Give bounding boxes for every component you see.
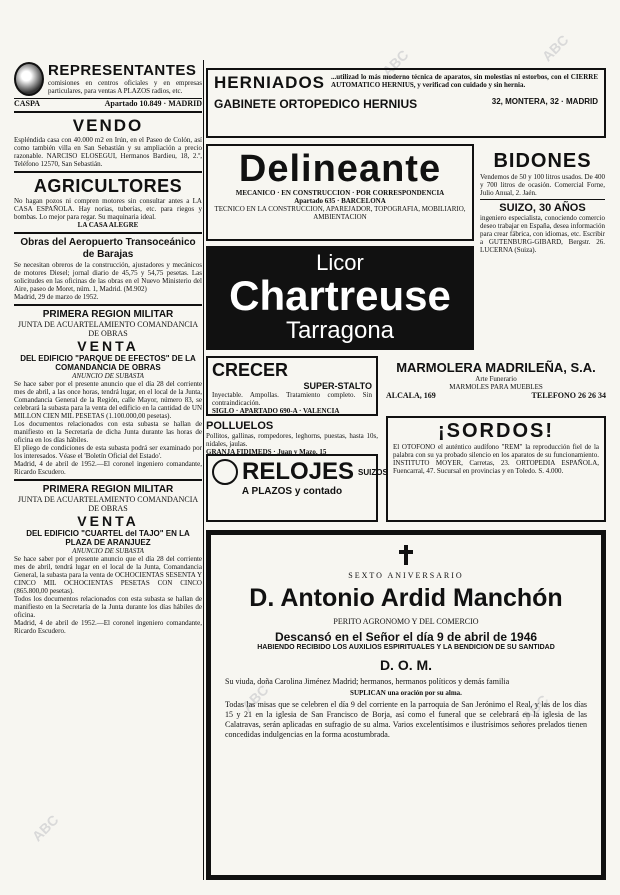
herniados-title: HERNIADOS — [214, 73, 326, 92]
herniados-address: 32, MONTERA, 32 · MADRID — [491, 97, 598, 106]
suizo-text: ingeniero especialista, conociendo comercio deseo trabajar en España, desea información para crear fábrica, con idiomas, etc. Escribir a GUTENBURG-GIBARD, Bergstr. 26. LUCERNA (Suiza). — [480, 214, 605, 254]
vendo-text: Espléndida casa con 40.000 m2 en Irún, en el Paseo de Colón, así como también villa en San Sebastián y su ampliación a precio razonable. NARCISO ELOSEGUI, Hermanos Bardieu, 18, 2.º, Teléfono 12570, San Sebastián. — [14, 136, 202, 168]
chartreuse-licor: Licor — [316, 250, 364, 275]
marmoleria-ad — [386, 360, 606, 400]
representantes-ad — [14, 62, 202, 108]
crecer-brand: SUPER-STALTO — [303, 381, 372, 391]
crecer-text: Inyectable. Ampollas. Tratamiento completo. Sin contraindicación. — [212, 391, 372, 407]
marmoleria-address: ALCALA, 169 — [386, 391, 436, 400]
gabinete-title: GABINETE ORTOPEDICO HERNIUS — [214, 97, 418, 111]
representantes-contact: Apartado 10.849 · MADRID — [104, 99, 202, 108]
aeropuerto-text: Se necesitan obreros de la construcción, ajustadores y mecánicos de motores Diesel; jornal diario de 45,75 y 54,75 pesetas. Las solicitudes en las oficinas de las obras en el Nuevo Ministerio del Aire, paseo de Moret, núm. 1, Madrid. (M.902) — [14, 261, 202, 293]
pollueios-granja: GRANJA FIDIMEDS · Juan y Mazo, 15 — [206, 448, 327, 456]
vendo-title: VENDO — [72, 116, 144, 135]
bidones-text: Vendemos de 50 y 100 litros usados. De 400 y 700 litros de ocasión. Comercial Forne, Julio Anual, 2. Jaén. — [480, 173, 605, 197]
cross-icon — [399, 545, 413, 565]
pollueios-ad — [206, 420, 378, 456]
chartreuse-name: Chartreuse — [229, 272, 451, 319]
relojes-title: RELOJES — [242, 458, 355, 485]
region-title: PRIMERA REGION MILITAR — [42, 309, 174, 320]
agricultores-ad — [14, 176, 202, 229]
pollueios-title: POLLUELOS — [206, 420, 274, 432]
marmoleria-phone: TELEFONO 26 26 34 — [531, 391, 606, 400]
region-subtitle: JUNTA DE ACUARTELAMIENTO COMANDANCIA DE OBRAS — [17, 320, 199, 338]
delineante-title: Delineante — [238, 148, 442, 190]
watermark: ABC — [518, 691, 552, 725]
vendo-ad — [14, 116, 202, 168]
watermark: ABC — [28, 811, 62, 845]
delineante-text: TECNICO EN LA CONSTRUCCION, APAREJADOR, TOPOGRAFIA, MOBILIARIO, AMBIENTACION — [214, 205, 466, 221]
region-date: Madrid, 4 de abril de 1952.—El coronel ingeniero comandante, Ricardo Escudero. — [14, 460, 202, 476]
region-military-ad-1 — [14, 309, 202, 476]
suizo-title: SUIZO, 30 AÑOS — [499, 202, 586, 214]
edificio-title: DEL EDIFICIO "PARQUE DE EFECTOS" DE LA COMANDANCIA DE OBRAS — [20, 354, 196, 372]
aeropuerto-date: Madrid, 29 de marzo de 1952. — [14, 293, 99, 301]
sordos-title: ¡SORDOS! — [438, 420, 554, 442]
sordos-ad — [386, 416, 606, 522]
watermark: ABC — [538, 31, 572, 65]
watch-icon — [212, 459, 238, 485]
crecer-title: CRECER — [212, 360, 289, 380]
obituary-text: Todas las misas que se celebren el día 9 del corriente en la parroquia de San Jerónimo el Real, y las de los días 15 y 21 en la iglesia de San Francisco de Borja, así como el funeral que se celebrará en la iglesia de las Calatravas, serán aplicadas en sufragio de su alma. Varios excelentísimos e ilustrísimos señores prelados tienen concedidas indulgencias en la forma acostumbrada. — [225, 700, 587, 739]
obituary-anniversary: SEXTO ANIVERSARIO — [348, 571, 464, 580]
region-text: Se hace saber por el presente anuncio que el día 28 del corriente mes de abril, tendrá lugar en el local de la Junta, Comandancia General, la subasta para la venta de OCHOCIENTAS SESENTA Y CINCO MIL OCHOCIENTAS PESETAS CON CINCO (865.800,00 pesetas). — [14, 555, 202, 595]
region-military-ad-2 — [14, 484, 202, 635]
relojes-ad — [206, 454, 388, 522]
region-subtitle: JUNTA DE ACUARTELAMIENTO COMANDANCIA DE OBRAS — [17, 495, 199, 513]
aeropuerto-title: Obras del Aeropuerto Transoceánico de Barajas — [20, 237, 196, 260]
aeropuerto-ad — [14, 237, 202, 301]
relojes-sub: A PLAZOS y contado — [241, 486, 343, 497]
region-text-3: El pliego de condiciones de esta subasta podrá ser examinado por los interesados. Véase el 'Boletín Oficial del Estado'. — [14, 444, 202, 460]
marmoleria-title: MARMOLERA MADRILEÑA, S.A. — [396, 360, 596, 375]
region-text: Se hace saber por el presente anuncio que el día 28 del corriente mes de abril, a las once horas, tendrá lugar, en el local de la Junta, Comandancia General de la Región, calle Mayor, número 83, se celebrará la subasta para la venta del edificio en la cantidad de UN MILLON CIEN MIL PESETAS (1.100.000,00 pesetas). — [14, 380, 202, 420]
crecer-address: SIGLO · APARTADO 690-A · VALENCIA — [212, 407, 340, 415]
representantes-title: REPRESENTANTES — [48, 62, 197, 79]
caspa-label: CASPA — [14, 99, 41, 108]
herniados-ad — [206, 68, 606, 138]
venta-title: VENTA — [77, 513, 139, 529]
agricultores-company: LA CASA ALEGRE — [77, 221, 139, 229]
watermark: ABC — [378, 46, 412, 80]
obituary-dom: D. O. M. — [379, 657, 433, 673]
marmoleria-sub: Arte Funerario — [475, 375, 517, 383]
anuncio-label: ANUNCIO DE SUBASTA — [72, 547, 144, 555]
herniados-text: ...utilizad lo más moderno técnica de aparatos, sin molestias ni estorbos, con el CIERRE AUTOMATICO HERNIUS, y verificad con cuidado y sin hernia. — [331, 73, 598, 89]
chartreuse-ad — [206, 246, 474, 350]
column-divider — [203, 60, 204, 880]
chartreuse-city: Tarragona — [285, 317, 395, 344]
sordos-text: El OTOFONO el auténtico audífono "REM" la reproducción fiel de la palabra con su ya probado silencio en los aparatos de su funcionamiento. INSTITUTO MOYER, Carretas, 23. ORTOPEDIA ESPAÑOLA, Fuencarral, 47. Sucursal en provincias y en Toledo. S. 4.000. — [393, 443, 599, 475]
venta-title: VENTA — [77, 338, 139, 354]
delineante-apartado: Apartado 635 · BARCELONA — [294, 197, 386, 205]
agricultores-title: AGRICULTORES — [33, 176, 183, 196]
agricultores-text: No hagan pozos ni compren motores sin consultar antes a LA CASA ESPAÑOLA. Hay norias, tuberías, etc. para riegos y bombas. Lo mejor para regar. Su maquinaria ideal. — [14, 197, 202, 221]
delineante-sub: MECANICO · EN CONSTRUCCION · POR CORRESPONDENCIA — [235, 189, 445, 197]
anuncio-label: ANUNCIO DE SUBASTA — [72, 372, 144, 380]
marmoleria-line: MARMOLES PARA MUEBLES — [449, 383, 543, 391]
obituary-suplican: SUPLICAN una oración por su alma. — [350, 689, 462, 697]
region-date: Madrid, 4 de abril de 1952.—El coronel ingeniero comandante, Ricardo Escudero. — [14, 619, 202, 635]
relojes-brand: SUIZOS — [358, 467, 388, 477]
region-text-2: Todos los documentos relacionados con esta subasta se hallan de manifiesto en la Secretaría de la Junta durante los días hábiles de oficina. — [14, 595, 202, 619]
edificio-title: DEL EDIFICIO "CUARTEL del TAJO" EN LA PLAZA DE ARANJUEZ — [26, 529, 190, 547]
watermark: ABC — [238, 681, 272, 715]
representantes-text: comisiones en centros oficiales y en empresas particulares, para ventas A PLAZOS radios, etc. — [48, 79, 202, 95]
obituary-profession: PERITO AGRONOMO Y DEL COMERCIO — [333, 617, 479, 626]
left-column — [14, 62, 202, 635]
obituary-descanso: Descansó en el Señor el día 9 de abril de 1946 — [274, 630, 538, 644]
pollueios-text: Pollitos, gallinas, rompedores, leghorns, puestas, hasta 10s, nidales, jaulas. — [206, 432, 378, 448]
delineante-ad — [206, 144, 474, 241]
bidones-ad — [480, 150, 605, 254]
obituary-name: D. Antonio Ardid Manchón — [249, 584, 563, 612]
region-text-2: Los documentos relacionados con esta subasta se hallan de manifiesto en la Secretaría de dicha Junta durante las horas de oficina en los días hábiles. — [14, 420, 202, 444]
globe-icon — [14, 62, 44, 96]
obituary-family: Su viuda, doña Carolina Jiménez Madrid; hermanos, hermanos políticos y demás familia — [225, 677, 510, 686]
obituary-auxilios: HABIENDO RECIBIDO LOS AUXILIOS ESPIRITUALES Y LA BENDICION DE SU SANTIDAD — [257, 644, 555, 651]
bidones-title: BIDONES — [493, 150, 592, 172]
region-title: PRIMERA REGION MILITAR — [42, 484, 174, 495]
crecer-ad — [206, 356, 378, 416]
obituary — [206, 530, 606, 880]
